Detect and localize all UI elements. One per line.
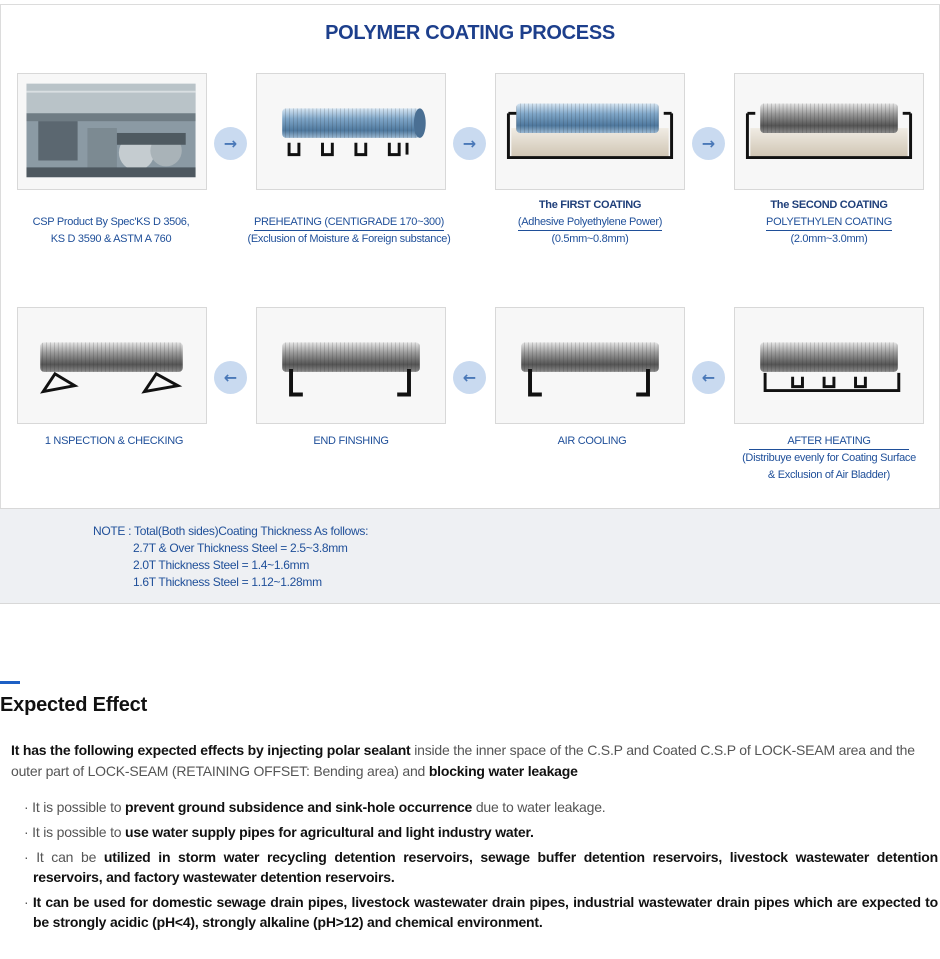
arrow-right-icon: → xyxy=(453,127,486,160)
section-title: Expected Effect xyxy=(0,694,148,716)
step-csp-product-caption: CSP Product By Spec'KS D 3506, KS D 3590 & ASTM A 760 xyxy=(32,216,190,245)
section-accent-bar xyxy=(0,681,20,684)
step-first-coating-image xyxy=(495,73,685,190)
arrow-left-icon: ← xyxy=(692,361,725,394)
effect-list xyxy=(24,797,938,937)
step-end-finishing-image xyxy=(256,307,446,424)
list-item: · It is possible to prevent ground subsidence and sink-hole occurrence due to water leakage. xyxy=(24,799,606,815)
thickness-note-panel xyxy=(0,508,940,604)
step-first-coating-caption: The FIRST COATING (Adhesive Polyethylene Power) (0.5mm~0.8mm) xyxy=(517,199,663,245)
step-second-coating-caption: The SECOND COATING POLYETHYLEN COATING (2.0mm~3.0mm) xyxy=(766,199,892,245)
list-item: · It can be utilized in storm water recycling detention reservoirs, sewage buffer detention reservoirs, livestock wastewater detention reservoirs, and factory wastewater detention reservoirs. xyxy=(24,849,939,885)
step-air-cooling-image xyxy=(495,307,685,424)
effect-intro: It has the following expected effects by injecting polar sealant inside the inner space of the C.S.P and Coated C.S.P of LOCK-SEAM area and the outer part of LOCK-SEAM (RETAINING OFFSET: Bending area) and blocking water leakage xyxy=(11,742,915,779)
arrow-right-icon: → xyxy=(214,127,247,160)
process-title: POLYMER COATING PROCESS xyxy=(325,22,615,44)
step-end-finishing-caption: END FINSHING xyxy=(313,435,389,447)
step-preheating-image xyxy=(256,73,446,190)
step-inspection-image xyxy=(17,307,207,424)
list-item: · It can be used for domestic sewage drain pipes, livestock wastewater drain pipes, industrial wastewater drain pipes which are expected to be strongly acidic (pH<4), strongly alkaline (pH>12) and chemical environment. xyxy=(24,894,938,930)
step-csp-product-image xyxy=(17,73,207,190)
arrow-left-icon: ← xyxy=(453,361,486,394)
step-inspection-caption: 1 NSPECTION & CHECKING xyxy=(44,435,184,447)
step-air-cooling-caption: AIR COOLING xyxy=(557,435,627,447)
step-after-heating-caption: AFTER HEATING (Distribuye evenly for Coating Surface & Exclusion of Air Bladder) xyxy=(742,435,916,481)
step-preheating-caption: PREHEATING (CENTIGRADE 170~300) (Exclusion of Moisture & Foreign substance) xyxy=(247,216,451,245)
thickness-note: NOTE : Total(Both sides)Coating Thickness As follows: 2.7T & Over Thickness Steel = 2.5~3.8mm 2.0T Thickness Steel = 1.4~1.6mm 1.6T Thickness Steel = 1.12~1.28mm xyxy=(93,524,369,589)
arrow-left-icon: ← xyxy=(214,361,247,394)
arrow-right-icon: → xyxy=(692,127,725,160)
list-item: · It is possible to use water supply pipes for agricultural and light industry water. xyxy=(24,824,534,840)
step-second-coating-image xyxy=(734,73,924,190)
step-after-heating-image xyxy=(734,307,924,424)
